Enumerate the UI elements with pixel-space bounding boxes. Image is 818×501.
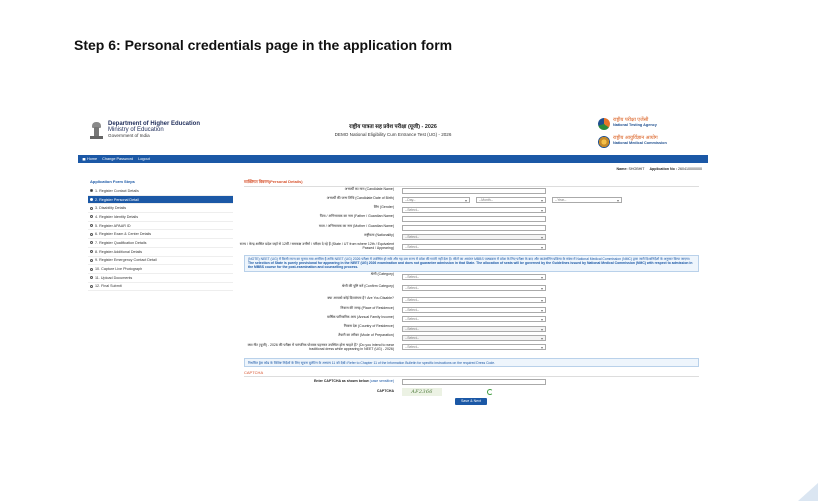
mother-name-input[interactable]	[402, 225, 546, 231]
agency-logos	[598, 116, 698, 152]
nav-home-label: Home	[87, 157, 98, 161]
nmc-logo-icon	[598, 136, 610, 148]
step-label: 8. Register Additional Details	[95, 249, 143, 254]
captcha-prompt	[236, 380, 394, 384]
residence-label: निवास की जगह (Place of Residence)	[340, 305, 394, 310]
nav-home[interactable]	[82, 157, 97, 161]
step-item[interactable]	[88, 222, 233, 231]
disability-label: क्या आपको कोई दिव्यांगता है? Are You Disable?	[327, 296, 394, 301]
income-label: वार्षिक पारिवारिक आय (Annual Family Income)	[326, 314, 394, 319]
father-name-label: पिता / अभिभावक का नाम (Father / Guardian Name)	[319, 214, 394, 219]
dept-name: Department of Higher Education	[108, 121, 201, 127]
step-status-icon	[90, 207, 93, 210]
residence-select[interactable]: --Select-- ▾	[402, 307, 546, 313]
candidate-name-label: अभ्यर्थी का नाम (Candidate Name)	[344, 186, 394, 191]
captcha-case-note: (case sensitive)	[369, 379, 394, 384]
step-status-icon	[90, 259, 93, 262]
application-no: 260410000000	[678, 167, 702, 171]
step-status-icon	[90, 233, 93, 236]
nmc-name-hindi: राष्ट्रीय आयुर्विज्ञान आयोग	[613, 135, 658, 141]
step-label: 10. Capture Live Photograph	[95, 267, 143, 272]
step-label: 3. Disability Details	[95, 206, 127, 211]
captcha-section-title: CAPTCHA	[244, 370, 699, 377]
state-note	[244, 255, 699, 272]
user-name: SHOBHIT	[628, 167, 645, 171]
doc-title: Step 6: Personal credentials page in the application form	[74, 37, 453, 53]
nta-name-hindi: राष्ट्रीय परीक्षा एजेंसी	[613, 117, 649, 123]
step-item-active[interactable]	[88, 196, 233, 205]
save-next-button[interactable]: Save & Next	[455, 398, 487, 405]
personal-details-form	[239, 178, 699, 407]
step-status-icon	[90, 285, 93, 288]
category-select[interactable]: --Select-- ▾	[402, 274, 546, 280]
disability-select[interactable]: --Select-- ▾	[402, 297, 546, 303]
government-name: Government of India	[108, 133, 150, 139]
top-navbar	[78, 155, 708, 163]
step-status-icon	[90, 189, 93, 192]
state-note-english: The selection of State is purely provisional for appearing in the NEET (UG) 2026 examination and does not guarantee admission in that State. The allocation of seats will be governed by the Guidelines issued by National Medical Commission (NMC) with respect to admission in the MBBS course for the post-examination and counselling process.	[248, 261, 693, 270]
step-item[interactable]	[88, 248, 233, 257]
nationality-select[interactable]: --Select-- ▾	[402, 234, 546, 240]
step-item[interactable]	[88, 213, 233, 222]
nta-logo-icon	[598, 118, 610, 130]
candidate-name-input[interactable]	[402, 188, 546, 194]
dress-select[interactable]: --Select-- ▾	[402, 344, 546, 350]
preparation-select[interactable]: --Select-- ▾	[402, 335, 546, 341]
step-item[interactable]	[88, 265, 233, 274]
dob-month-select[interactable]: --Month-- ▾	[476, 197, 546, 203]
nav-logout[interactable]: Logout	[138, 157, 150, 161]
national-emblem-icon	[90, 121, 103, 139]
refresh-captcha-icon[interactable]	[487, 389, 493, 395]
gender-label: लिंग (Gender)	[373, 205, 394, 210]
department-block	[108, 122, 200, 139]
gender-select[interactable]: --Select-- ▾	[402, 207, 546, 213]
application-window	[78, 112, 708, 455]
exam-title-english: DEMO National Eligibility Cum Entrance Test (UG) - 2026	[334, 132, 452, 137]
income-select[interactable]: --Select-- ▾	[402, 316, 546, 322]
step-label: 4. Register Identity Details	[95, 214, 139, 219]
user-info	[617, 167, 702, 171]
ministry-name: Ministry of Education	[108, 126, 164, 133]
step-item[interactable]	[88, 230, 233, 239]
step-item[interactable]	[88, 187, 233, 196]
exam-title-hindi: राष्ट्रीय पात्रता सह प्रवेश परीक्षा (यूजी) - 2026	[349, 124, 437, 130]
country-select[interactable]: --Select-- ▾	[402, 326, 546, 332]
state-label: राज्य / केन्द्र शासित प्रदेश जहाँ से 12वीं / समकक्ष उत्तीर्ण / परीक्षा दे रहे हैं (State / UT from where 12th / Equivalent Passed / Appearing)	[239, 242, 394, 251]
step-status-icon	[90, 224, 93, 227]
exam-title	[293, 122, 493, 137]
page-corner-decoration	[798, 483, 818, 501]
nationality-label: राष्ट्रीयता (Nationality)	[364, 232, 394, 237]
application-no-label: Application No :	[649, 167, 678, 171]
step-status-icon	[90, 250, 93, 253]
step-status-icon	[90, 276, 93, 279]
state-select[interactable]: --Select-- ▾	[402, 244, 546, 250]
steps-title: Application Form Steps	[90, 179, 135, 184]
step-item[interactable]	[88, 257, 233, 266]
step-label: 9. Register Emergency Contact Detail	[95, 258, 157, 263]
step-status-icon	[90, 215, 93, 218]
nta-name-english: National Testing Agency	[613, 123, 657, 127]
step-label: 12. Final Submit	[95, 284, 122, 289]
confirm-category-select[interactable]: --Select-- ▾	[402, 285, 546, 291]
state-note-hindi: (NOTE) NEET (UG) में किसी राज्य का चुनाव मात्र अनंतिम है ताकि NEET (UG) 2026 परीक्षा में उपस्थित हो सकें और यह उस राज्य में प्रवेश की गारंटी नहीं देता है। सीटों का आवंटन MBBS पाठ्यक्रम में प्रवेश के लिए परीक्षा के बाद और काउंसलिंग प्रक्रिया के संबंध में National Medical Commission (NMC) द्वारा जारी दिशानिर्देशों के अनुसार किया जाएगा।	[248, 257, 691, 262]
step-label: 1. Register Contact Details	[95, 188, 139, 193]
site-header	[78, 112, 708, 152]
captcha-prompt-text: Enter CAPTCHA as shown below	[313, 379, 369, 384]
nav-change-password[interactable]: Change Password	[102, 157, 134, 161]
step-label: 7. Register Qualification Details	[95, 240, 147, 245]
step-status-icon	[90, 198, 93, 201]
section-title: व्यक्तिगत विवरण(Personal Details)	[244, 178, 699, 187]
confirm-category-label: श्रेणी की पुष्टि करें (Confirm Category)	[341, 284, 394, 289]
father-name-input[interactable]	[402, 216, 546, 222]
step-item[interactable]	[88, 274, 233, 283]
dob-year-select[interactable]: --Year-- ▾	[552, 197, 622, 203]
preparation-label: तैयारी का तरीका (Mode of Preparation)	[338, 333, 394, 338]
step-label: 6. Register Exam & Center Details	[95, 232, 152, 237]
step-label: 2. Register Personal Detail	[95, 197, 139, 202]
dress-code-note: निर्धारित ड्रेस कोड के विशिष्ट निर्देशों के लिए सूचना बुलेटिन के अध्याय 11 को देखें। Refer to Chapter 11 of the Information Bulletin for specific instructions on the required Dress Code.	[244, 358, 699, 367]
home-icon	[82, 158, 86, 161]
dob-day-select[interactable]: --Day-- ▾	[402, 197, 470, 203]
step-item[interactable]	[88, 204, 233, 213]
step-label: 11. Upload Documents	[95, 275, 133, 280]
mother-name-label: माता / अभिभावक का नाम (Mother / Guardian Name)	[318, 223, 394, 228]
step-item[interactable]	[88, 283, 233, 292]
captcha-label: CAPTCHA	[376, 389, 394, 394]
steps-sidebar	[88, 178, 233, 291]
captcha-input[interactable]	[402, 379, 546, 385]
step-status-icon	[90, 268, 93, 271]
name-label: Name:	[616, 167, 628, 171]
country-label: निवास देश (Country of Residence)	[343, 324, 394, 329]
step-item[interactable]	[88, 239, 233, 248]
nmc-name-english: National Medical Commission	[613, 141, 667, 145]
captcha-image: AF2366	[402, 388, 442, 396]
category-label: श्रेणी (Category)	[370, 272, 394, 277]
step-status-icon	[90, 241, 93, 244]
dob-label: अभ्यर्थी की जन्म तिथि (Candidate Date of Birth)	[326, 195, 394, 200]
dress-label: क्या नीट (यूजी) - 2026 की परीक्षा में पारंपरिक पोशाक पहनकर उपस्थित होना चाहते हैं? (Do you intend to wear traditional dress while appearing in NEET (UG) - 2026)	[247, 342, 394, 351]
step-label: 5. Register APAAR ID	[95, 223, 131, 228]
